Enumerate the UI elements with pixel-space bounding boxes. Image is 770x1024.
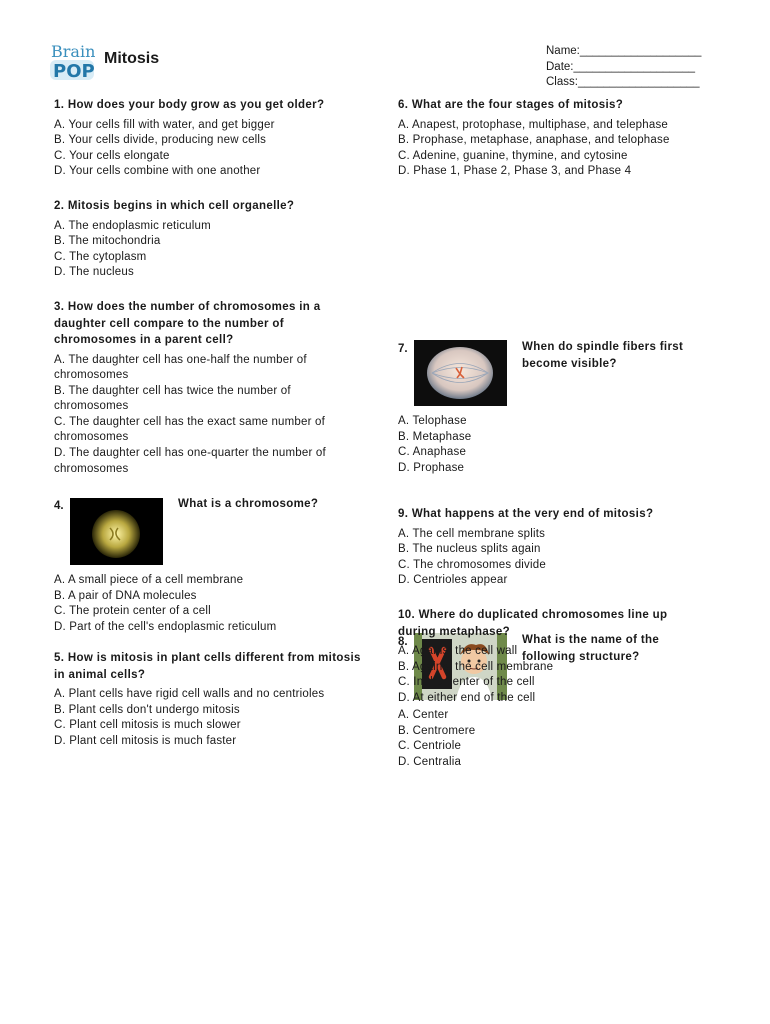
logo-brain-text: Brain (51, 42, 96, 61)
question-4 (54, 496, 384, 636)
spindle-cell-image (414, 340, 507, 406)
option-b[interactable]: B. Prophase, metaphase, anaphase, and telophase (398, 134, 670, 147)
option-a[interactable]: A. Telophase (398, 415, 467, 427)
option-b[interactable]: B. The nucleus splits again (398, 543, 541, 556)
option-b[interactable]: B. The daughter cell has twice the number of chromosomes (54, 384, 291, 413)
page-title: Mitosis (104, 50, 160, 67)
option-list (398, 708, 475, 770)
date-field[interactable]: Date:___________________ (546, 60, 696, 73)
option-b[interactable]: B. Against the cell membrane (398, 660, 554, 673)
option-d[interactable]: D. Part of the cell's endoplasmic reticulum (54, 620, 277, 633)
option-list (54, 687, 364, 749)
option-d[interactable]: D. Phase 1, Phase 2, Phase 3, and Phase 4 (398, 165, 632, 178)
option-a[interactable]: A. A small piece of a cell membrane (54, 574, 244, 586)
option-c[interactable]: C. Centriole (398, 740, 462, 753)
option-list (54, 219, 384, 281)
option-c[interactable]: C. Plant cell mitosis is much slower (54, 719, 241, 732)
logo-pop-text: POP (53, 61, 95, 82)
question-text: 10. Where do duplicated chromosomes line up during metaphase? (398, 609, 668, 638)
option-a[interactable]: A. The daughter cell has one-half the number of chromosomes (54, 353, 307, 382)
class-field[interactable]: Class:___________________ (546, 76, 700, 88)
question-text: What is the name of the following structure? (522, 634, 660, 663)
option-list (54, 573, 276, 635)
option-d[interactable]: D. The daughter cell has one-quarter the number of chromosomes (54, 447, 326, 475)
question-text: 6. What are the four stages of mitosis? (398, 99, 624, 111)
question-text: 9. What happens at the very end of mitosis? (398, 508, 654, 520)
option-d[interactable]: D. Your cells combine with one another (54, 165, 261, 178)
question-7 (398, 339, 718, 479)
option-d[interactable]: D. Prophase (398, 461, 465, 474)
option-a[interactable]: A. The cell membrane splits (398, 527, 546, 540)
option-d[interactable]: D. At either end of the cell (398, 691, 536, 704)
question-text: What is a chromosome? (178, 498, 319, 510)
question-number: 4. (54, 500, 64, 512)
option-b[interactable]: B. Plant cells don't undergo mitosis (54, 703, 240, 716)
chromosome-image (70, 498, 163, 565)
option-d[interactable]: D. Plant cell mitosis is much faster (54, 734, 237, 747)
option-list (398, 414, 471, 476)
option-c[interactable]: C. Adenine, guanine, thymine, and cytosine (398, 149, 628, 162)
option-b[interactable]: B. A pair of DNA molecules (54, 589, 197, 602)
option-b[interactable]: B. Centromere (398, 724, 476, 737)
student-info (546, 44, 701, 91)
option-list (54, 353, 364, 478)
option-c[interactable]: C. Your cells elongate (54, 149, 170, 162)
question-6 (398, 97, 718, 180)
question-text: 2. Mitosis begins in which cell organelle? (54, 200, 295, 212)
option-c[interactable]: C. In the center of the cell (398, 676, 535, 689)
option-c[interactable]: C. Anaphase (398, 446, 467, 459)
option-a[interactable]: A. Anapest, protophase, multiphase, and telephase (398, 118, 669, 131)
option-b[interactable]: B. The mitochondria (54, 235, 161, 248)
question-1 (54, 97, 384, 180)
name-field[interactable]: Name:___________________ (546, 45, 702, 57)
question-2 (54, 198, 384, 281)
option-b[interactable]: B. Your cells divide, producing new cells (54, 134, 267, 147)
option-list (398, 118, 718, 180)
option-d[interactable]: D. The nucleus (54, 266, 134, 279)
option-a[interactable]: A. Plant cells have rigid cell walls and no centrioles (54, 688, 325, 700)
option-c[interactable]: C. The cytoplasm (54, 250, 147, 263)
option-c[interactable]: C. The chromosomes divide (398, 558, 546, 571)
brainpop-logo (48, 40, 96, 82)
question-10 (398, 607, 708, 706)
option-a[interactable]: A. Your cells fill with water, and get bigger (54, 118, 275, 131)
option-a[interactable]: A. Against the cell wall (398, 645, 518, 657)
question-9 (398, 506, 718, 589)
question-text: 5. How is mitosis in plant cells different from mitosis in animal cells? (54, 652, 361, 681)
option-d[interactable]: D. Centralia (398, 755, 462, 768)
option-a[interactable]: A. The endoplasmic reticulum (54, 219, 211, 232)
question-number: 7. (398, 343, 408, 355)
question-5 (54, 650, 364, 749)
option-c[interactable]: C. The daughter cell has the exact same number of chromosomes (54, 415, 326, 444)
option-list (54, 118, 384, 180)
option-c[interactable]: C. The protein center of a cell (54, 605, 211, 618)
option-list (398, 527, 718, 589)
option-d[interactable]: D. Centrioles appear (398, 574, 508, 587)
option-a[interactable]: A. Center (398, 709, 449, 721)
question-3 (54, 299, 364, 477)
question-text: When do spindle fibers first become visible? (522, 341, 684, 370)
option-b[interactable]: B. Metaphase (398, 430, 472, 443)
option-list (398, 644, 708, 706)
question-number: 8. (398, 636, 408, 648)
question-text: 1. How does your body grow as you get older? (54, 99, 325, 111)
question-text: 3. How does the number of chromosomes in a daughter cell compare to the number of chromosomes in a parent cell? (54, 301, 321, 346)
